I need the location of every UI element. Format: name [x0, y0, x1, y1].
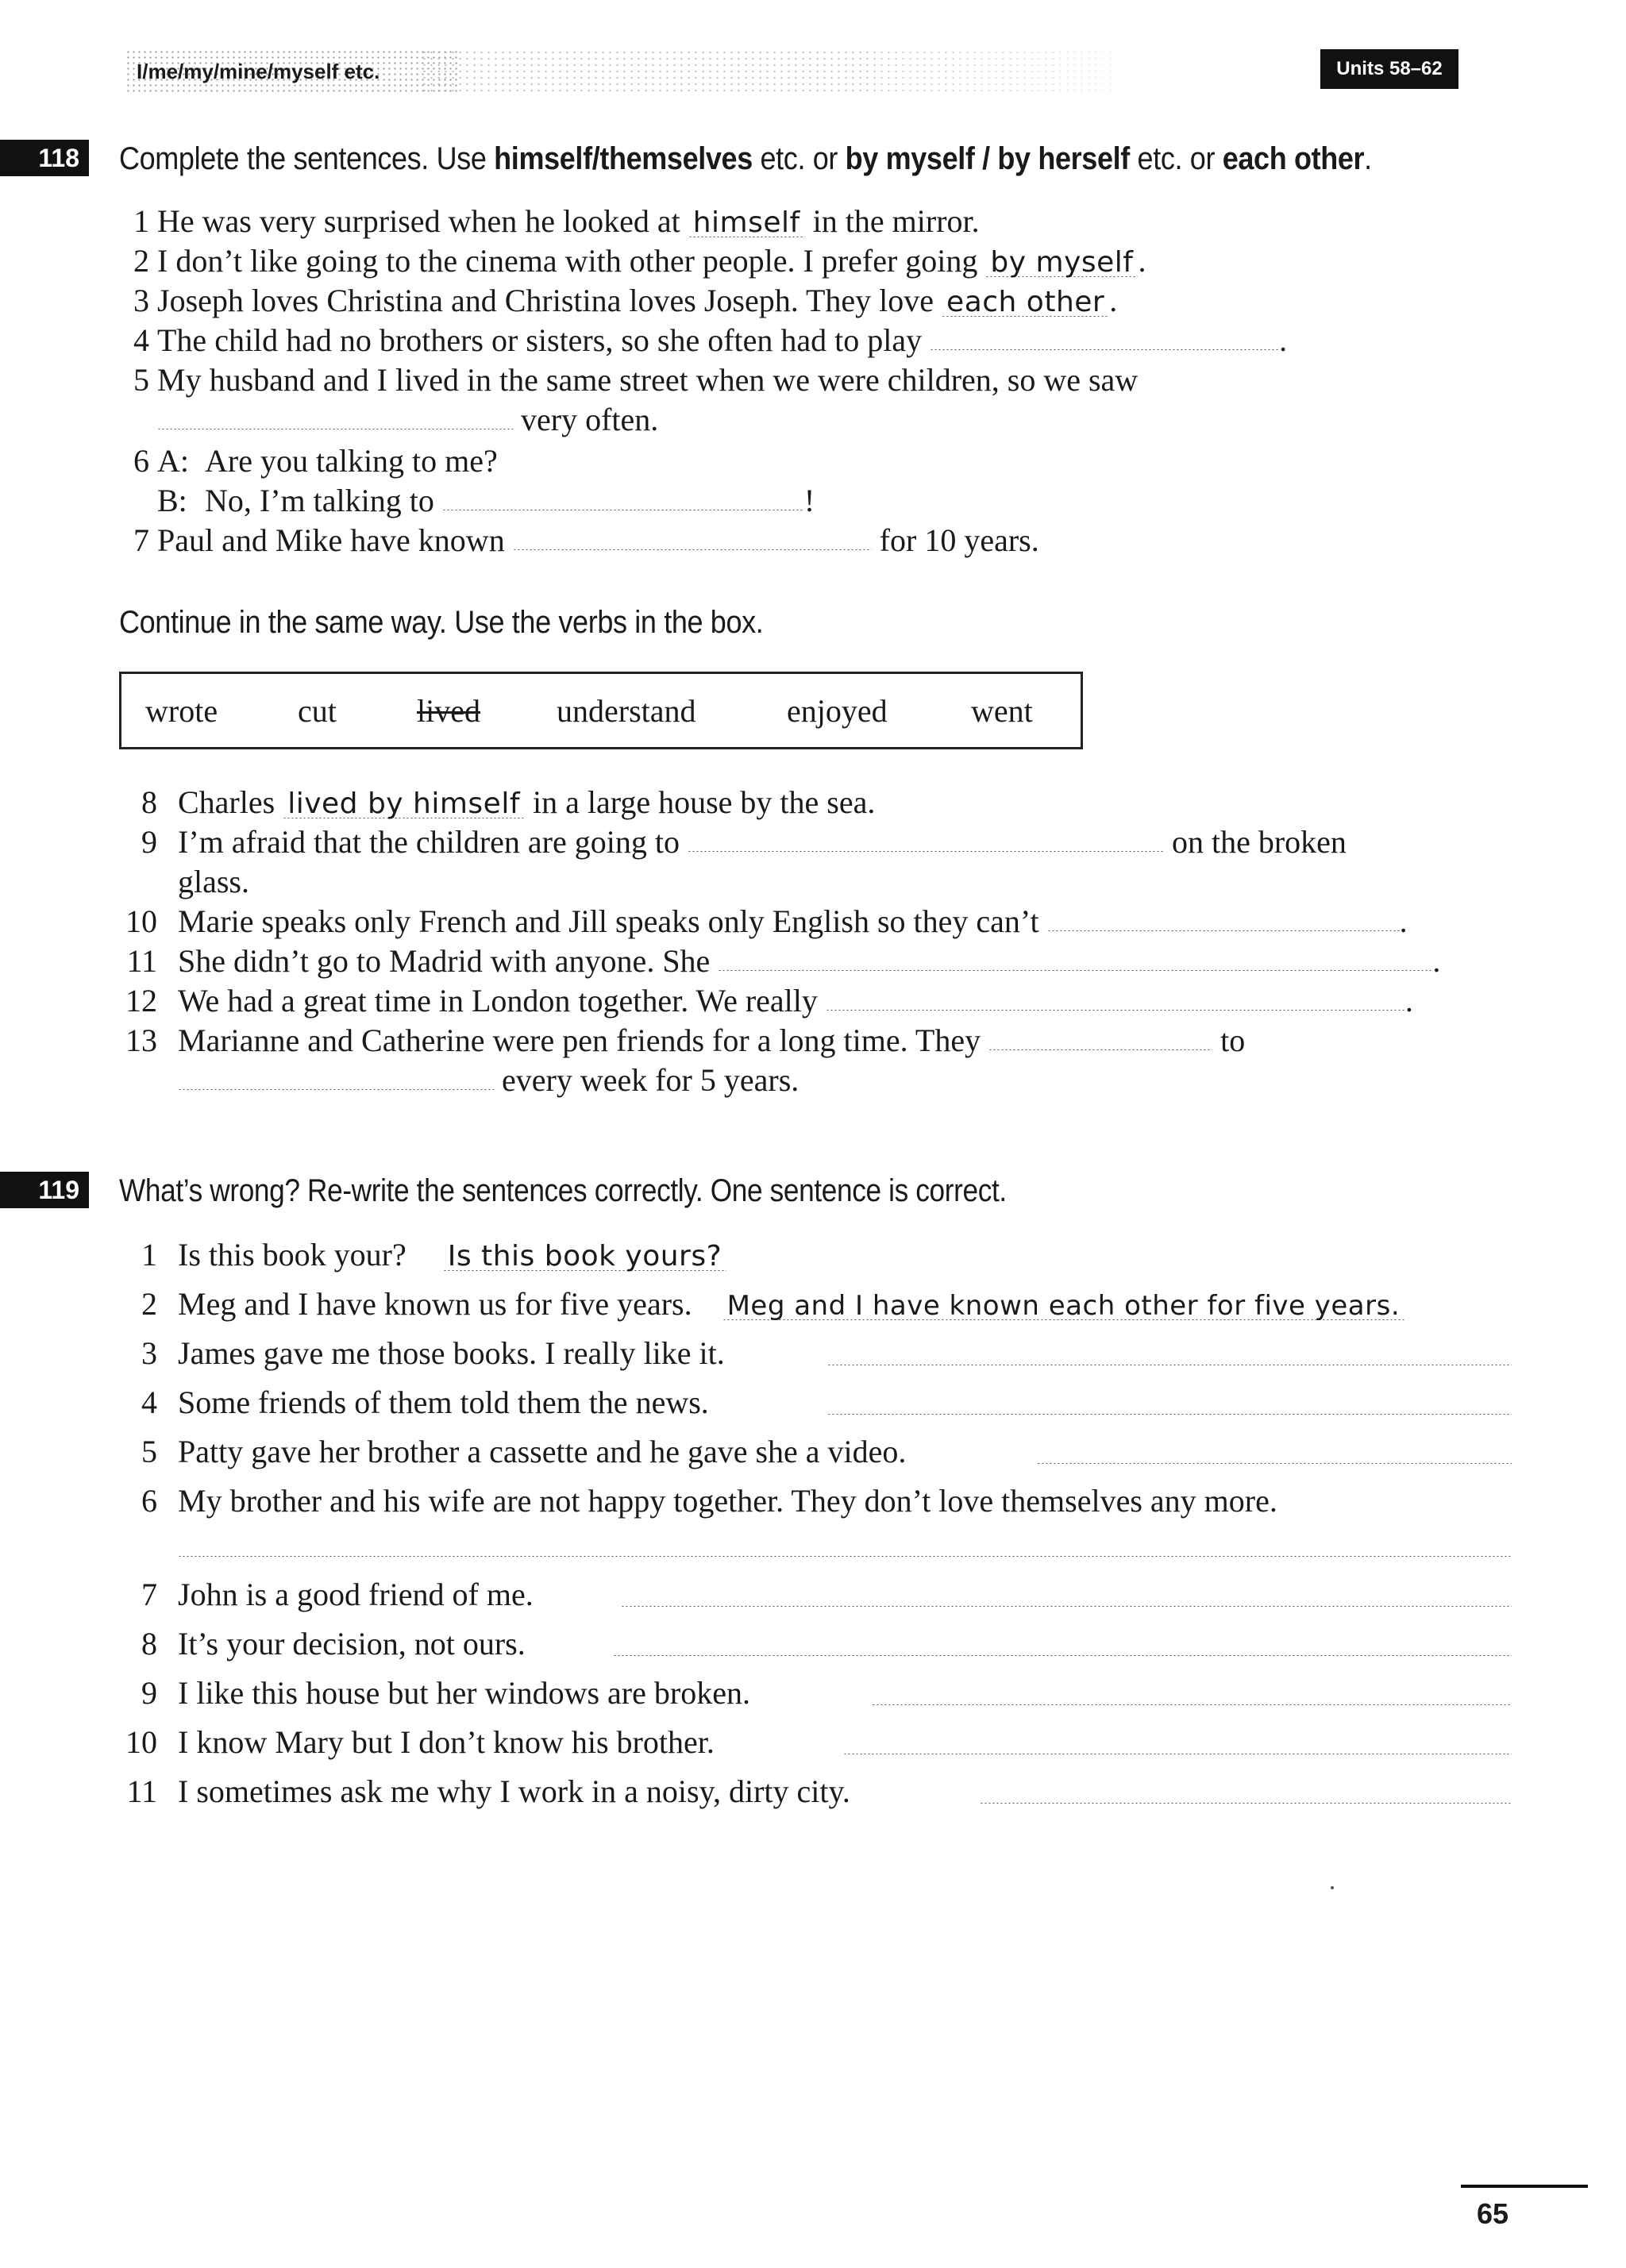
blank-118-4[interactable] [930, 348, 1279, 351]
blank-119-3[interactable] [827, 1364, 1512, 1366]
sentence-119-5: 5 Patty gave her brother a cassette and he gave she a video. [119, 1432, 906, 1472]
sentence-119-8: 8 It’s your decision, not ours. [119, 1624, 526, 1664]
verb-box [119, 672, 1083, 749]
sentence-118-7: 7 Paul and Mike have known for 10 years. [133, 522, 1039, 558]
sentence-118-11: 11 She didn’t go to Madrid with anyone. She . [126, 943, 1441, 979]
sentence-119-6-cont [178, 1527, 1512, 1567]
sentence-118-5: 5 My husband and I lived in the same street when we were children, so we saw [133, 362, 1139, 398]
sentence-118-9-cont: glass. [178, 864, 249, 899]
sentence-118-2: 2 I don’t like going to the cinema with other people. I prefer going by myself . [111, 241, 1146, 283]
sentence-118-13-cont: every week for 5 years. [178, 1061, 799, 1100]
continue-instruction: Continue in the same way. Use the verbs in the box. [119, 605, 764, 640]
blank-118-10[interactable] [1047, 930, 1400, 932]
sentence-118-9: 9 I’m afraid that the children are going to on the broken [141, 824, 1347, 860]
blank-119-9[interactable] [872, 1704, 1512, 1706]
sentence-118-6a: 6 A: Are you talking to me? [133, 443, 498, 479]
blank-119-6[interactable] [178, 1555, 1512, 1558]
sentence-118-4: 4 The child had no brothers or sisters, so she often had to play . [133, 322, 1288, 358]
blank-119-7[interactable] [621, 1605, 1512, 1608]
sentence-119-7: 7 John is a good friend of me. [119, 1575, 534, 1615]
sentence-118-1: 1 He was very surprised when he looked at himself in the mirror. [111, 202, 980, 243]
sentence-118-13: 13 Marianne and Catherine were pen friends for a long time. They to [125, 1022, 1246, 1058]
verb-wrote: wrote [145, 693, 218, 729]
blank-118-7[interactable] [513, 549, 872, 551]
blank-118-11[interactable] [718, 969, 1432, 972]
answer-118-3[interactable]: each other [942, 283, 1109, 322]
verb-went: went [971, 693, 1033, 729]
blank-119-5[interactable] [1037, 1462, 1512, 1465]
sentence-119-2: 2 Meg and I have known us for five years. Meg and I have known each other for five years. [119, 1284, 1404, 1326]
verb-cut: cut [298, 693, 337, 729]
blank-119-11[interactable] [980, 1802, 1512, 1804]
exercise-119-instruction: What’s wrong? Re-write the sentences correctly. One sentence is correct. [119, 1173, 1007, 1208]
exercise-119-badge: 119 [0, 1172, 89, 1208]
answer-119-2[interactable]: Meg and I have known each other for five years. [722, 1286, 1405, 1326]
sentence-119-6: 6 My brother and his wife are not happy together. They don’t love themselves any more. [141, 1483, 1277, 1519]
answer-118-1[interactable]: himself [688, 203, 805, 243]
answer-118-8[interactable]: lived by himself [283, 784, 525, 824]
sentence-119-4: 4 Some friends of them told them the news. [119, 1383, 709, 1423]
exercise-118-instruction: Complete the sentences. Use himself/themselves etc. or by myself / by herself etc. or each other. [119, 141, 1372, 176]
sentence-119-10: 10 I know Mary but I don’t know his brother. [119, 1723, 715, 1762]
section-title: I/me/my/mine/myself etc. [125, 49, 459, 94]
blank-118-12[interactable] [826, 1009, 1405, 1011]
blank-118-13a[interactable] [988, 1049, 1212, 1051]
answer-119-1[interactable]: Is this book yours? [443, 1237, 726, 1276]
verb-enjoyed: enjoyed [787, 693, 888, 729]
blank-118-5[interactable] [157, 428, 513, 430]
sentence-118-5-cont: very often. [157, 400, 658, 440]
exercise-118-badge: 118 [0, 140, 89, 176]
sentence-118-8: 8 Charles lived by himself in a large house by the sea. [119, 783, 875, 824]
sentence-119-11: 11 I sometimes ask me why I work in a noisy, dirty city. [119, 1772, 850, 1812]
blank-118-9[interactable] [688, 850, 1164, 853]
sentence-118-12: 12 We had a great time in London together. We really . [125, 983, 1413, 1018]
units-badge: Units 58–62 [1320, 49, 1458, 89]
sentence-118-10: 10 Marie speaks only French and Jill speaks only English so they can’t . [125, 903, 1408, 939]
verb-lived: lived [417, 693, 480, 729]
header-dot-pattern [421, 49, 1183, 94]
sentence-119-3: 3 James gave me those books. I really like it. [119, 1334, 725, 1373]
answer-118-2[interactable]: by myself [985, 243, 1138, 283]
page-number: 65 [1476, 2197, 1508, 2230]
sentence-118-3: 3 Joseph loves Christina and Christina loves Joseph. They love each other . [111, 281, 1117, 322]
blank-118-13b[interactable] [178, 1088, 494, 1091]
verb-understand: understand [557, 693, 696, 729]
blank-119-4[interactable] [827, 1413, 1512, 1415]
blank-118-6[interactable] [442, 509, 804, 511]
blank-119-8[interactable] [613, 1654, 1512, 1657]
sentence-119-1: 1 Is this book your? Is this book yours? [119, 1235, 726, 1276]
page-number-rule [1461, 2185, 1588, 2188]
scan-speck [1331, 1886, 1334, 1889]
blank-119-10[interactable] [843, 1753, 1512, 1755]
sentence-118-6b: B: No, I’m talking to ! [157, 483, 815, 518]
sentence-119-9: 9 I like this house but her windows are broken. [119, 1673, 750, 1713]
